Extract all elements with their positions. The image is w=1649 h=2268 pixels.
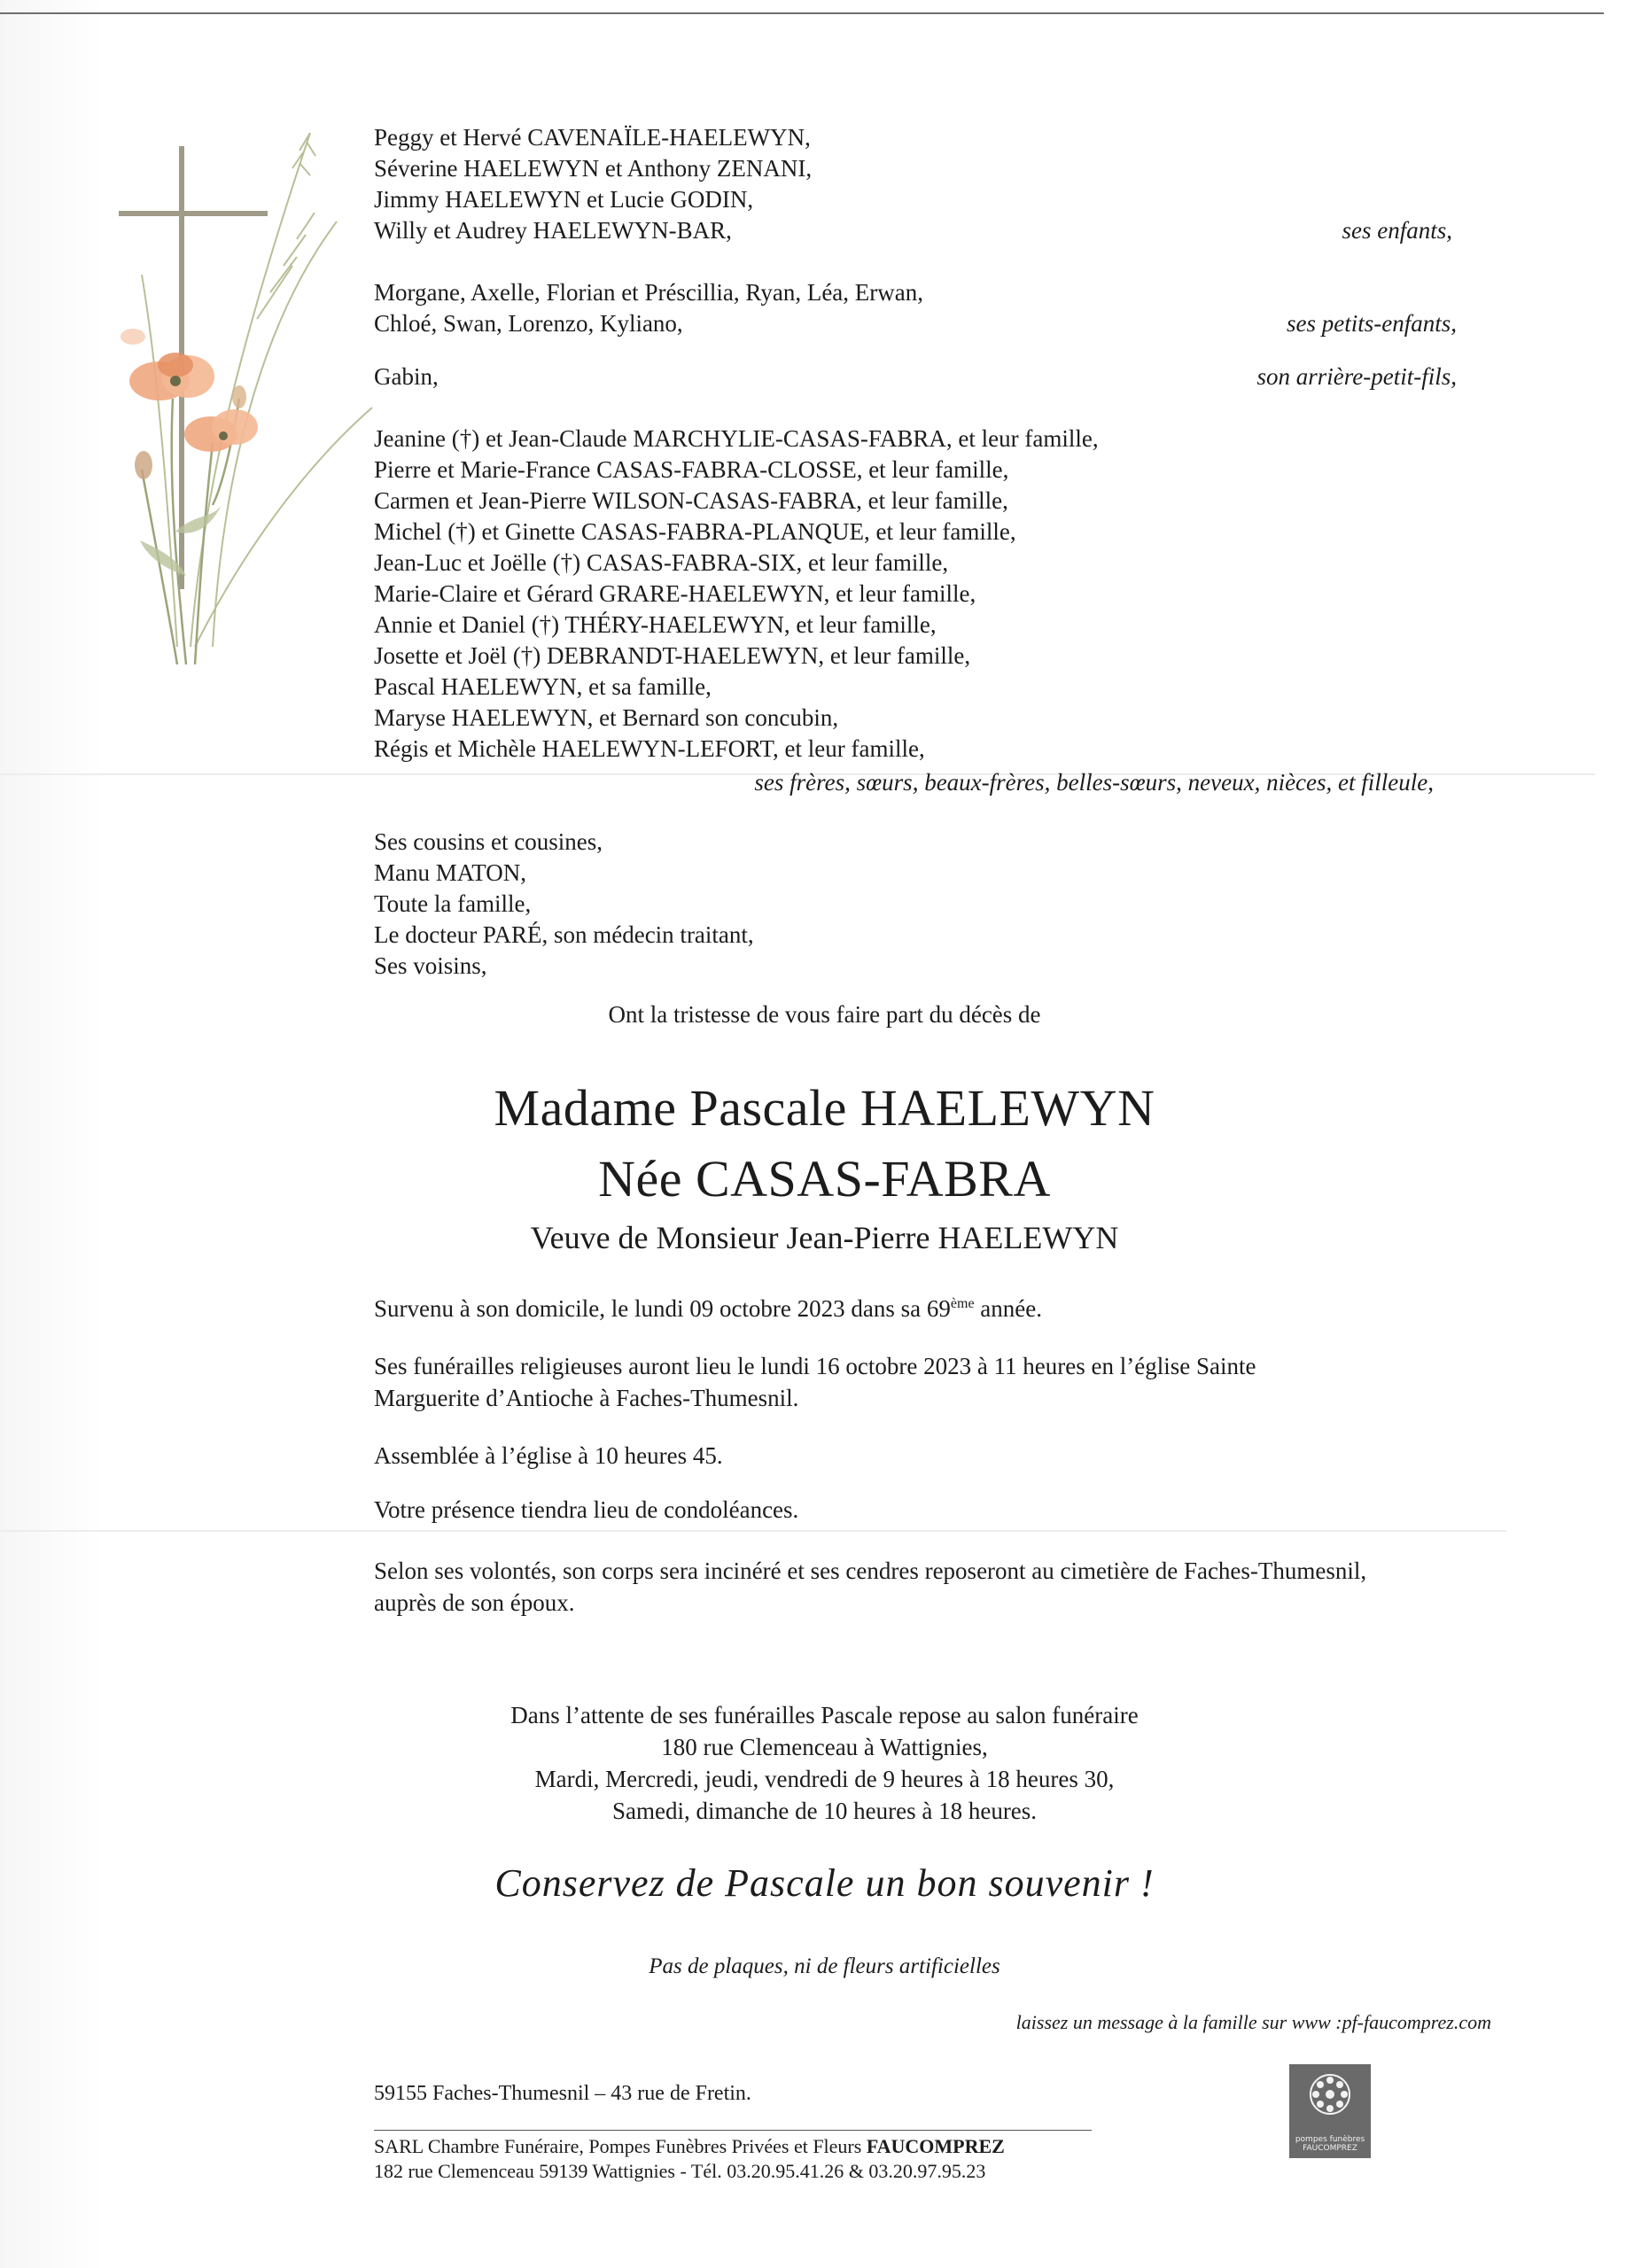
- role-freres-soeurs: ses frères, sœurs, beaux-frères, belles-sœurs, neveux, nièces, et filleule,: [754, 769, 1434, 796]
- funeral-home-visiting: [0, 1699, 1649, 1827]
- widow-of: Veuve de Monsieur Jean-Pierre HAELEWYN: [530, 1220, 1119, 1255]
- no-plaques-note: Pas de plaques, ni de fleurs artificielles: [649, 1954, 1000, 1978]
- website-message: laissez un message à la famille sur www :pf-faucomprez.com: [1015, 2011, 1491, 2033]
- visit-line: Dans l’attente de ses funérailles Pascale repose au salon funéraire: [510, 1702, 1139, 1728]
- others-list: [374, 827, 754, 982]
- ordinal-suffix: ème: [950, 1296, 975, 1311]
- family-line: Jean-Luc et Joëlle (†) CASAS-FABRA-SIX, et leur famille,: [374, 549, 949, 576]
- fold-line-2: [0, 1530, 1506, 1532]
- scan-top-edge: [0, 0, 1604, 14]
- wishes: [374, 1555, 1366, 1619]
- funeral-details: [374, 1350, 1256, 1414]
- other-line: Toute la famille,: [374, 890, 532, 917]
- role-petits-enfants: ses petits-enfants,: [1287, 310, 1457, 337]
- family-line: Maryse HAELEWYN, et Bernard son concubin,: [374, 704, 839, 731]
- family-line: Régis et Michèle HAELEWYN-LEFORT, et leur famille,: [374, 735, 925, 762]
- company-name: FAUCOMPREZ: [866, 2135, 1005, 2157]
- flower-emblem-icon: [1289, 2064, 1371, 2126]
- family-address: 59155 Faches-Thumesnil – 43 rue de Fretin.: [374, 2082, 751, 2105]
- logo-line-2: FAUCOMPREZ: [1303, 2144, 1357, 2153]
- logo-text: [1289, 2135, 1371, 2153]
- maiden-name: Née CASAS-FABRA: [598, 1150, 1051, 1208]
- death-details: [374, 1293, 1042, 1324]
- memory-message: Conservez de Pascale un bon souvenir !: [494, 1861, 1155, 1905]
- company-line-1: [374, 2134, 1092, 2159]
- great-grandchild-line: Gabin,: [374, 363, 439, 390]
- family-line: Josette et Joël (†) DEBRANDT-HAELEWYN, et leur famille,: [374, 642, 971, 669]
- family-line: Annie et Daniel (†) THÉRY-HAELEWYN, et leur famille,: [374, 611, 937, 638]
- faucomprez-logo: [1289, 2064, 1371, 2158]
- family-line: Jeanine (†) et Jean-Claude MARCHYLIE-CASAS-FABRA, et leur famille,: [374, 425, 1099, 452]
- logo-line-1: pompes funèbres: [1295, 2135, 1365, 2144]
- visit-line: 180 rue Clemenceau à Wattignies,: [661, 1734, 988, 1760]
- company-line-2: 182 rue Clemenceau 59139 Wattignies - Tél. 03.20.95.41.26 & 03.20.97.95.23: [374, 2160, 986, 2182]
- wishes-line-1: Selon ses volontés, son corps sera incinéré et ses cendres reposeront au cimetière de Faches-Thumesnil,: [374, 1557, 1367, 1584]
- other-line: Ses voisins,: [374, 952, 487, 979]
- other-line: Ses cousins et cousines,: [374, 828, 603, 855]
- family-line: Michel (†) et Ginette CASAS-FABRA-PLANQUE, et leur famille,: [374, 518, 1016, 545]
- child-line: Willy et Audrey HAELEWYN-BAR,: [374, 217, 732, 244]
- grandchildren-list: [374, 277, 923, 339]
- deceased-name: Madame Pascale HAELEWYN: [494, 1079, 1155, 1137]
- death-text-end: année.: [974, 1295, 1042, 1322]
- family-list: [374, 423, 1099, 765]
- company-desc: SARL Chambre Funéraire, Pompes Funèbres Privées et Fleurs: [374, 2135, 867, 2157]
- visit-line: Samedi, dimanche de 10 heures à 18 heures.: [611, 1798, 1038, 1824]
- funeral-line-1: Ses funérailles religieuses auront lieu le lundi 16 octobre 2023 à 11 heures en l’église Sainte: [374, 1353, 1256, 1379]
- death-text: Survenu à son domicile, le lundi 09 octobre 2023 dans sa 69: [374, 1295, 951, 1322]
- assembly-time: Assemblée à l’église à 10 heures 45.: [374, 1442, 723, 1469]
- funeral-line-2: Marguerite d’Antioche à Faches-Thumesnil.: [374, 1385, 799, 1411]
- other-line: Le docteur PARÉ, son médecin traitant,: [374, 921, 754, 948]
- grandchild-line: Chloé, Swan, Lorenzo, Kyliano,: [374, 310, 683, 337]
- announcement-intro: Ont la tristesse de vous faire part du décès de: [608, 1001, 1041, 1028]
- visit-line: Mardi, Mercredi, jeudi, vendredi de 9 heures à 18 heures 30,: [534, 1766, 1115, 1792]
- role-enfants: ses enfants,: [1342, 217, 1452, 244]
- family-line: Marie-Claire et Gérard GRARE-HAELEWYN, et leur famille,: [374, 580, 976, 607]
- condolences-note: Votre présence tiendra lieu de condoléances.: [374, 1496, 799, 1523]
- child-line: Jimmy HAELEWYN et Lucie GODIN,: [374, 186, 754, 213]
- child-line: Peggy et Hervé CAVENAÏLE-HAELEWYN,: [374, 124, 811, 151]
- wishes-line-2: auprès de son époux.: [374, 1589, 575, 1616]
- funeral-company: [374, 2130, 1092, 2184]
- role-arriere-petit-fils: son arrière-petit-fils,: [1256, 363, 1457, 390]
- children-list: [374, 122, 812, 246]
- family-line: Pierre et Marie-France CASAS-FABRA-CLOSSE, et leur famille,: [374, 456, 1009, 483]
- child-line: Séverine HAELEWYN et Anthony ZENANI,: [374, 155, 813, 182]
- other-line: Manu MATON,: [374, 859, 527, 886]
- family-line: Carmen et Jean-Pierre WILSON-CASAS-FABRA, et leur famille,: [374, 487, 1008, 514]
- cross-and-poppies-illustration: [106, 115, 390, 682]
- grandchild-line: Morgane, Axelle, Florian et Préscillia, Ryan, Léa, Erwan,: [374, 279, 923, 306]
- family-line: Pascal HAELEWYN, et sa famille,: [374, 673, 712, 700]
